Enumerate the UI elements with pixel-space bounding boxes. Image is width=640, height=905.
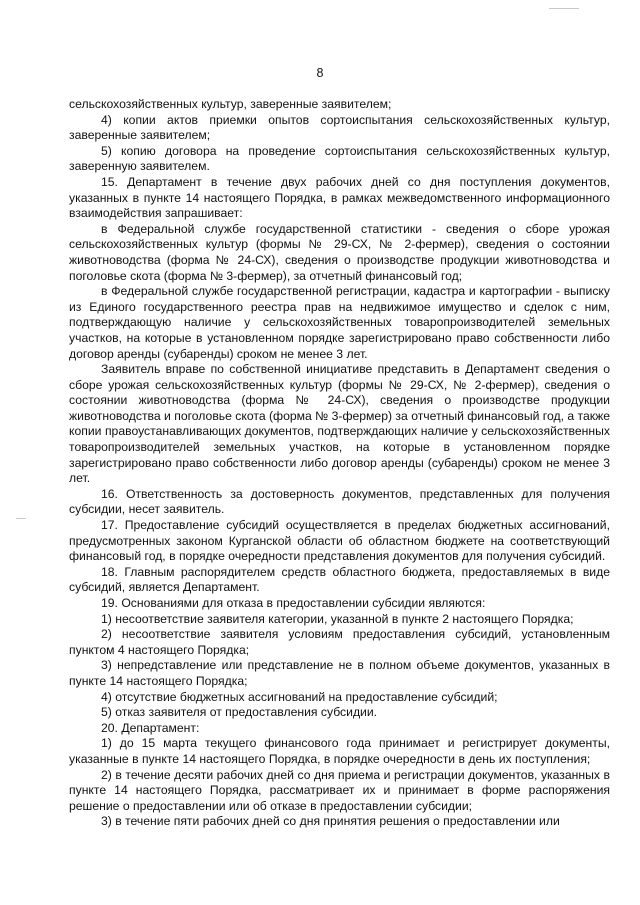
paragraph: 16. Ответственность за достоверность документов, представленных для получения субсидии, несет заявитель. — [69, 486, 610, 517]
paragraph: 15. Департамент в течение двух рабочих дней со дня поступления документов, указанных в пункте 14 настоящего Порядка, в рамках межведомственного информационного взаимодействия запрашивает: — [69, 174, 610, 221]
paragraph: сельскохозяйственных культур, заверенные заявителем; — [69, 97, 392, 111]
paragraph: 3) в течение пяти рабочих дней со дня принятия решения о предоставлении или — [101, 814, 560, 829]
paragraph: в Федеральной службе государственной статистики - сведения о сборе урожая сельскохозяйственных культур (формы № 29-СХ, № 2-фермер), сведения о состоянии животноводства (форма № 24-СХ), сведения о производстве продукции животноводства и поголовье скота (форма № 3-фермер), за отчетный финансовый год; — [69, 221, 610, 283]
paragraph: 3) непредставление или представление не в полном объеме документов, указанных в пункте 14 настоящего Порядка; — [69, 658, 610, 688]
paragraph: 1) до 15 марта текущего финансового года принимает и регистрирует документы, указанные в пункте 14 настоящего Порядка, в порядке очередности в день их поступления; — [69, 736, 610, 766]
paragraph: 17. Предоставление субсидий осуществляется в пределах бюджетных ассигнований, предусмотренных законом Курганской области об областном бюджете на соответствующий финансовый год, в порядке очередности представления документов для получения субсидий. — [69, 518, 610, 564]
paragraph: 20. Департамент: — [101, 720, 200, 735]
paragraph: 5) отказ заявителя от предоставления субсидии. — [101, 705, 378, 720]
paragraph: 4) копии актов приемки опытов сортоиспытания сельскохозяйственных культур, заверенные заявителем; — [69, 112, 610, 143]
scan-mark-left — [16, 518, 26, 519]
paragraph: Заявитель вправе по собственной инициативе представить в Департамент сведения о сборе урожая сельскохозяйственных культур (формы № 29-СХ, № 2-фермер), сведения о состоянии животноводства (форма № 24-СХ), сведения о производстве продукции животноводства и поголовье скота (форма № 3-фермер) за отчетный финансовый год, а также копии правоустанавливающих документов, подтверждающих наличие у сельскохозяйственных товаропроизводителей земельных участков, на которые в установленном порядке зарегистрировано право собственности либо договор аренды (субаренды) сроком не менее 3 лет. — [69, 362, 611, 486]
paragraph: в Федеральной службе государственной регистрации, кадастра и картографии - выписку из Единого государственного реестра прав на недвижимое имущество и сделок с ним, подтверждающую наличие у сельскохозяйственных товаропроизводителей земельных участков, на которые в установленном порядке зарегистрировано право собственности либо договор аренды (субаренды) сроком не менее 3 лет. — [69, 284, 610, 361]
paragraph: 18. Главным распорядителем средств областного бюджета, предоставляемых в виде субсидий, является Департамент. — [69, 564, 610, 595]
paragraph: 1) несоответствие заявителя категории, указанной в пункте 2 настоящего Порядка; — [101, 611, 574, 626]
paragraph: 19. Основаниями для отказа в предоставлении субсидии являются: — [101, 596, 486, 610]
paragraph: 2) в течение десяти рабочих дней со дня приема и регистрации документов, указанных в пункте 14 настоящего Порядка, рассматривает их и принимает в форме распоряжения решение о предоставлении или об отказе в предоставлении субсидии; — [69, 767, 610, 813]
page-number: 8 — [316, 66, 324, 80]
paragraph: 2) несоответствие заявителя условиям предоставления субсидий, установленным пунктом 4 настоящего Порядка; — [69, 627, 610, 657]
paragraph: 4) отсутствие бюджетных ассигнований на предоставление субсидий; — [101, 689, 498, 704]
paragraph: 5) копию договора на проведение сортоиспытания сельскохозяйственных культур, заверенную заявителем. — [69, 143, 610, 174]
document-body — [69, 97, 610, 830]
scan-mark-top — [549, 8, 579, 9]
